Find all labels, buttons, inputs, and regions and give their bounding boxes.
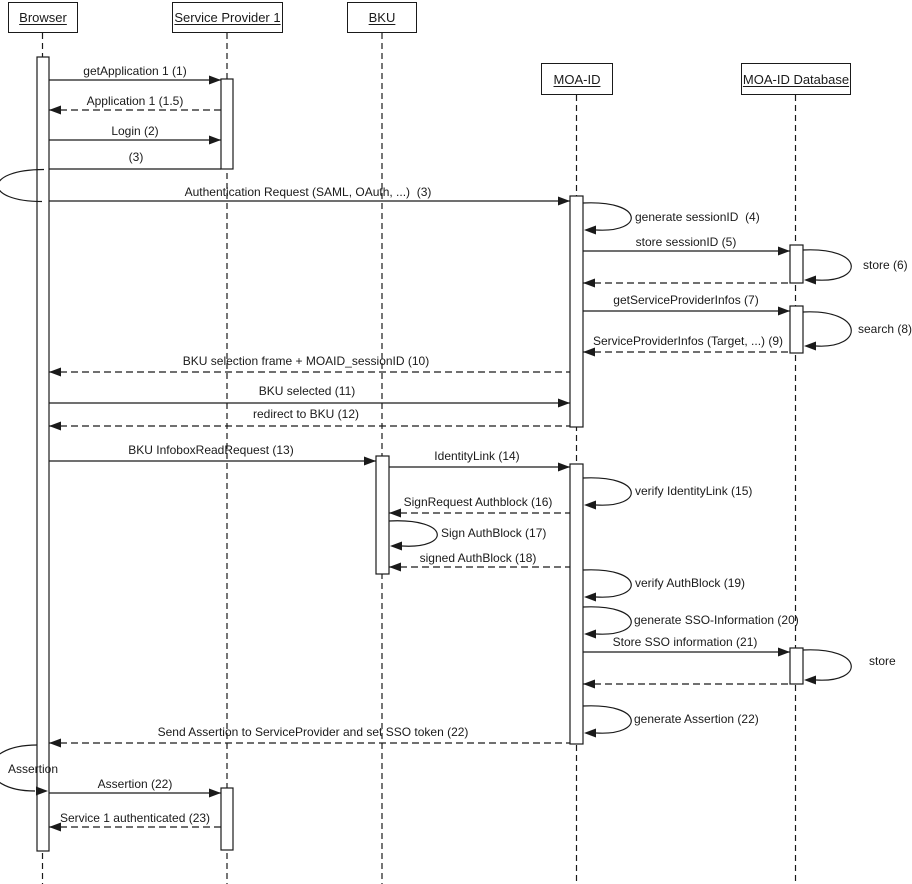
message-label: store sessionID (5) xyxy=(635,235,737,249)
message-label: BKU selected (11) xyxy=(258,384,356,398)
arrowhead-right xyxy=(778,307,790,316)
message-label: (3) xyxy=(128,150,144,164)
self-message-label: verify IdentityLink (15) xyxy=(635,484,753,498)
self-message-arc xyxy=(803,250,851,280)
arrowhead-right xyxy=(558,399,570,408)
activation-moaid xyxy=(570,196,583,427)
message-label: Service 1 authenticated (23) xyxy=(59,811,211,825)
message-label: signed AuthBlock (18) xyxy=(419,551,537,565)
message-label: BKU InfoboxReadRequest (13) xyxy=(128,443,294,457)
arrowhead-right xyxy=(209,136,221,145)
participant-browser-label: Browser xyxy=(19,10,67,25)
activation-moadb xyxy=(790,648,803,684)
arrowhead-left xyxy=(390,542,402,551)
message-label: BKU selection frame + MOAID_sessionID (10) xyxy=(182,354,430,368)
participant-sp1 xyxy=(172,2,283,33)
activation-sp1 xyxy=(221,79,233,169)
arrowhead-left xyxy=(49,368,61,377)
self-message-label: search (8) xyxy=(858,322,912,336)
participant-browser xyxy=(8,2,78,33)
arrowhead-left xyxy=(804,676,816,685)
arrowhead-left xyxy=(584,630,596,639)
arrowhead-right xyxy=(209,789,221,798)
self-message-arc xyxy=(583,478,631,505)
arrowhead-left xyxy=(583,279,595,288)
self-message-label: verify AuthBlock (19) xyxy=(635,576,746,590)
activation-moaid xyxy=(570,464,583,744)
activation-bku xyxy=(376,456,389,574)
arrowhead-left xyxy=(584,501,596,510)
self-message-arc xyxy=(583,570,631,597)
participant-moadb-label: MOA-ID Database xyxy=(742,71,850,87)
participant-bku xyxy=(347,2,417,33)
arrowhead-left xyxy=(804,342,816,351)
arrowhead-left xyxy=(804,276,816,285)
participant-moaid xyxy=(541,63,613,95)
message-label: Send Assertion to ServiceProvider and set SSO token (22) xyxy=(157,725,469,739)
participant-bku-label: BKU xyxy=(368,10,396,25)
self-message-label: Sign AuthBlock (17) xyxy=(441,526,547,540)
activation-moadb xyxy=(790,245,803,283)
arrowhead-left xyxy=(389,563,401,572)
arrowhead-left xyxy=(584,729,596,738)
message-label: IdentityLink (14) xyxy=(434,449,520,463)
arrowhead-left xyxy=(389,509,401,518)
participant-moaid-label: MOA-ID xyxy=(553,71,601,87)
self-message-label: generate sessionID (4) xyxy=(635,210,760,224)
arrowhead-right xyxy=(778,247,790,256)
arrowhead-left xyxy=(583,680,595,689)
message-label: Application 1 (1.5) xyxy=(86,94,184,108)
message-label: getApplication 1 (1) xyxy=(83,64,187,78)
arrowhead-left xyxy=(49,739,61,748)
activation-sp1 xyxy=(221,788,233,850)
message-label: ServiceProviderInfos (Target, ...) (9) xyxy=(592,334,784,348)
activation-moadb xyxy=(790,306,803,353)
arrowhead-right xyxy=(778,648,790,657)
arrowhead-left xyxy=(584,593,596,602)
message-label: Store SSO information (21) xyxy=(612,635,758,649)
self-message-label: generate SSO-Information (20) xyxy=(634,613,799,627)
self-message-arc xyxy=(803,312,851,346)
message-label: redirect to BKU (12) xyxy=(252,407,360,421)
message-label: Assertion (22) xyxy=(97,777,173,791)
arrowhead-left xyxy=(584,226,596,235)
self-message-label: store (6) xyxy=(863,258,908,272)
self-message-arc xyxy=(583,706,631,733)
self-message-arc xyxy=(583,607,631,634)
participant-moadb xyxy=(741,63,851,95)
arrowhead-right xyxy=(558,197,570,206)
activation-browser xyxy=(37,57,49,851)
self-message-arc xyxy=(803,650,851,680)
message-label: getServiceProviderInfos (7) xyxy=(613,293,759,307)
arrowhead-left xyxy=(583,348,595,357)
message-label: SignRequest Authblock (16) xyxy=(403,495,553,509)
browser-loop-label: Assertion xyxy=(8,762,59,776)
arrowhead-left xyxy=(49,106,61,115)
message-label: Login (2) xyxy=(111,124,159,138)
arrowhead-right xyxy=(558,463,570,472)
arrowhead-right xyxy=(209,76,221,85)
self-message-arc xyxy=(389,521,437,546)
self-message-arc xyxy=(583,203,631,230)
message-label: Authentication Request (SAML, OAuth, ...) (3) xyxy=(184,185,432,199)
self-message-label: generate Assertion (22) xyxy=(634,712,759,726)
arrowhead-left xyxy=(49,422,61,431)
arrowhead-right xyxy=(364,457,376,466)
participant-sp1-label: Service Provider 1 xyxy=(174,10,281,25)
self-message-label: store xyxy=(869,654,896,668)
